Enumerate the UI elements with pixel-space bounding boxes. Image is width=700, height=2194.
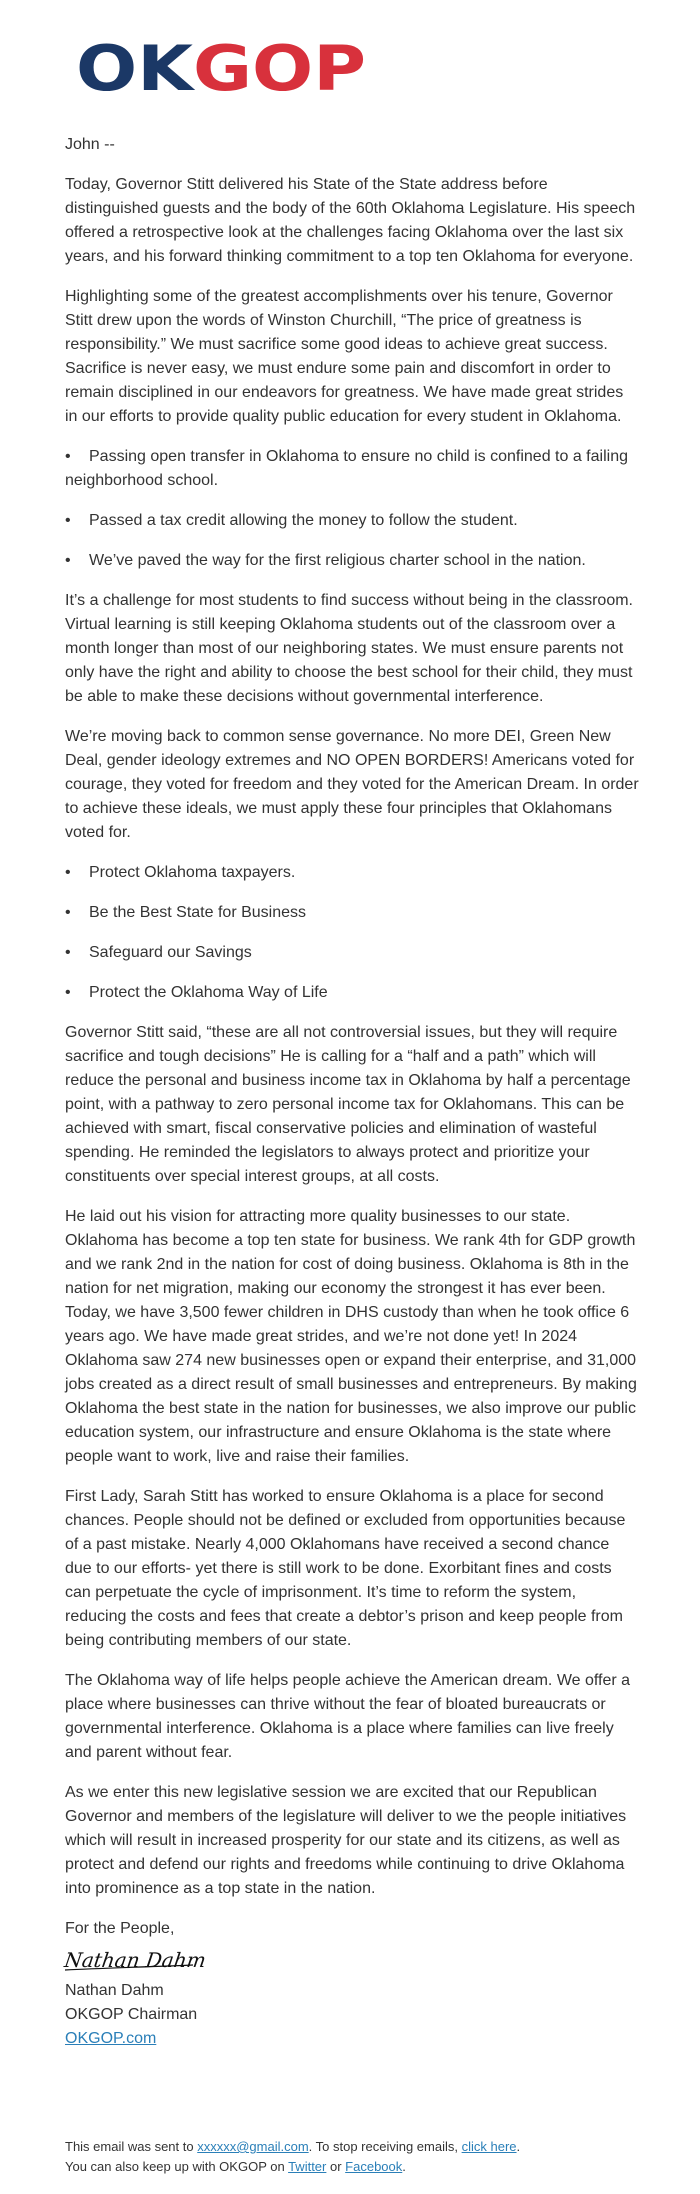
bullet-icon: •	[65, 512, 71, 529]
okgop-logo-graphic	[76, 32, 366, 105]
list-item: • Protect the Oklahoma Way of Life	[65, 981, 639, 1005]
recipient-email-link[interactable]: xxxxxx@gmail.com	[197, 2139, 309, 2154]
paragraph: First Lady, Sarah Stitt has worked to ensure Oklahoma is a place for second chances. People should not be defined or excluded from opportunities because of a past mistake. Nearly 4,000 Oklahomans have received a second chance due to our efforts- yet there is still work to be done. Exorbitant fines and costs can perpetuate the cycle of imprisonment. It’s time to reform the system, reducing the costs and fees that create a debtor’s prison and keep people from being contributing members of our state.	[65, 1488, 626, 1649]
accomplishments-list	[65, 445, 639, 573]
okgop-logo	[76, 32, 366, 105]
paragraph: It’s a challenge for most students to find success without being in the classroom. Virtual learning is still keeping Oklahoma students out of the classroom over a month longer than most of our neighboring states. We must ensure parents not only have the right and ability to choose the best school for their child, they must be able to make these decisions without governmental interference.	[65, 592, 633, 705]
signoff	[62, 1917, 639, 2051]
logo-wordmark-ok: OK GOP	[76, 32, 343, 105]
footer-line-1: This email was sent to xxxxxx@gmail.com. To stop receiving emails, click here.	[65, 2139, 521, 2154]
okgop-website-link[interactable]: OKGOP.com	[65, 2030, 157, 2047]
bullet-icon: •	[65, 448, 71, 465]
facebook-link[interactable]: Facebook	[345, 2159, 403, 2174]
email-body	[62, 133, 639, 2051]
footer-line-2: You can also keep up with OKGOP on Twitter or Facebook.	[65, 2159, 406, 2174]
bullet-icon: •	[65, 984, 71, 1001]
paragraph: Today, Governor Stitt delivered his State of the State address before distinguished guests and the body of the 60th Oklahoma Legislature. His speech offered a retrospective look at the challenges facing Oklahoma over the last six years, and his forward thinking commitment to a top ten Oklahoma for everyone.	[65, 176, 636, 265]
paragraph: As we enter this new legislative session we are excited that our Republican Governor and members of the legislature will deliver to we the people initiatives which will result in increased prosperity for our state and its citizens, as well as protect and defend our rights and freedoms while continuing to drive Oklahoma into prominence as a top state in the nation.	[65, 1784, 627, 1897]
twitter-link[interactable]: Twitter	[288, 2159, 327, 2174]
unsubscribe-link[interactable]: click here	[461, 2139, 517, 2154]
signer-name: Nathan Dahm	[65, 1982, 164, 1999]
paragraph: The Oklahoma way of life helps people achieve the American dream. We offer a place where businesses can thrive without the fear of bloated bureaucrats or governmental interference. Oklahoma is a place where families can live freely and parent without fear.	[65, 1672, 631, 1761]
bullet-icon: •	[65, 904, 71, 921]
bullet-icon: •	[65, 864, 71, 881]
signature-scribble: Nathan Dahm	[62, 1948, 208, 1972]
email-footer	[65, 2137, 639, 2177]
paragraph: He laid out his vision for attracting more quality businesses to our state. Oklahoma has become a top ten state for business. We rank 4th for GDP growth and we rank 2nd in the nation for cost of doing business. Oklahoma is 8th in the nation for net migration, making our economy the strongest it has ever been. Today, we have 3,500 fewer children in DHS custody than when he took office 6 years ago. We have made great strides, and we’re not done yet! In 2024 Oklahoma saw 274 new businesses open or expand their enterprise, and 31,000 jobs created as a direct result of small businesses and entrepreneurs. By making Oklahoma the best state in the nation for businesses, we also improve our public education system, our infrastructure and ensure Oklahoma is the state where people want to work, live and raise their families.	[65, 1208, 637, 1465]
list-item: • Passed a tax credit allowing the money to follow the student.	[65, 509, 639, 533]
paragraph: Highlighting some of the greatest accomplishments over his tenure, Governor Stitt drew upon the words of Winston Churchill, “The price of greatness is responsibility.” We must sacrifice some good ideas to achieve great success. Sacrifice is never easy, we must endure some pain and discomfort in order to remain disciplined in our endeavors for greatness. We have made great strides in our efforts to provide quality public education for every student in Oklahoma.	[65, 288, 624, 425]
principles-list	[65, 861, 639, 1005]
list-item: • Safeguard our Savings	[65, 941, 639, 965]
list-item: • Be the Best State for Business	[65, 901, 639, 925]
signature-image	[62, 1943, 208, 1977]
greeting: John --	[65, 136, 115, 153]
paragraph: Governor Stitt said, “these are all not controversial issues, but they will require sacrifice and tough decisions” He is calling for a “half and a path” which will reduce the personal and business income tax in Oklahoma by half a percentage point, with a pathway to zero personal income tax for Oklahomans. This can be achieved with smart, fiscal conservative policies and elimination of wasteful spending. He reminded the legislators to always protect and prioritize your constituents over special interest groups, at all costs.	[65, 1024, 631, 1185]
closing: For the People,	[65, 1920, 175, 1937]
paragraph: We’re moving back to common sense governance. No more DEI, Green New Deal, gender ideology extremes and NO OPEN BORDERS! Americans voted for courage, they voted for freedom and they voted for the American Dream. In order to achieve these ideals, we must apply these four principles that Oklahomans voted for.	[65, 728, 639, 841]
signer-title: OKGOP Chairman	[65, 2006, 198, 2023]
list-item: • Protect Oklahoma taxpayers.	[65, 861, 639, 885]
list-item: • Passing open transfer in Oklahoma to ensure no child is confined to a failing neighborhood school.	[65, 445, 639, 493]
list-item: • We’ve paved the way for the first religious charter school in the nation.	[65, 549, 639, 573]
bullet-icon: •	[65, 944, 71, 961]
bullet-icon: •	[65, 552, 71, 569]
